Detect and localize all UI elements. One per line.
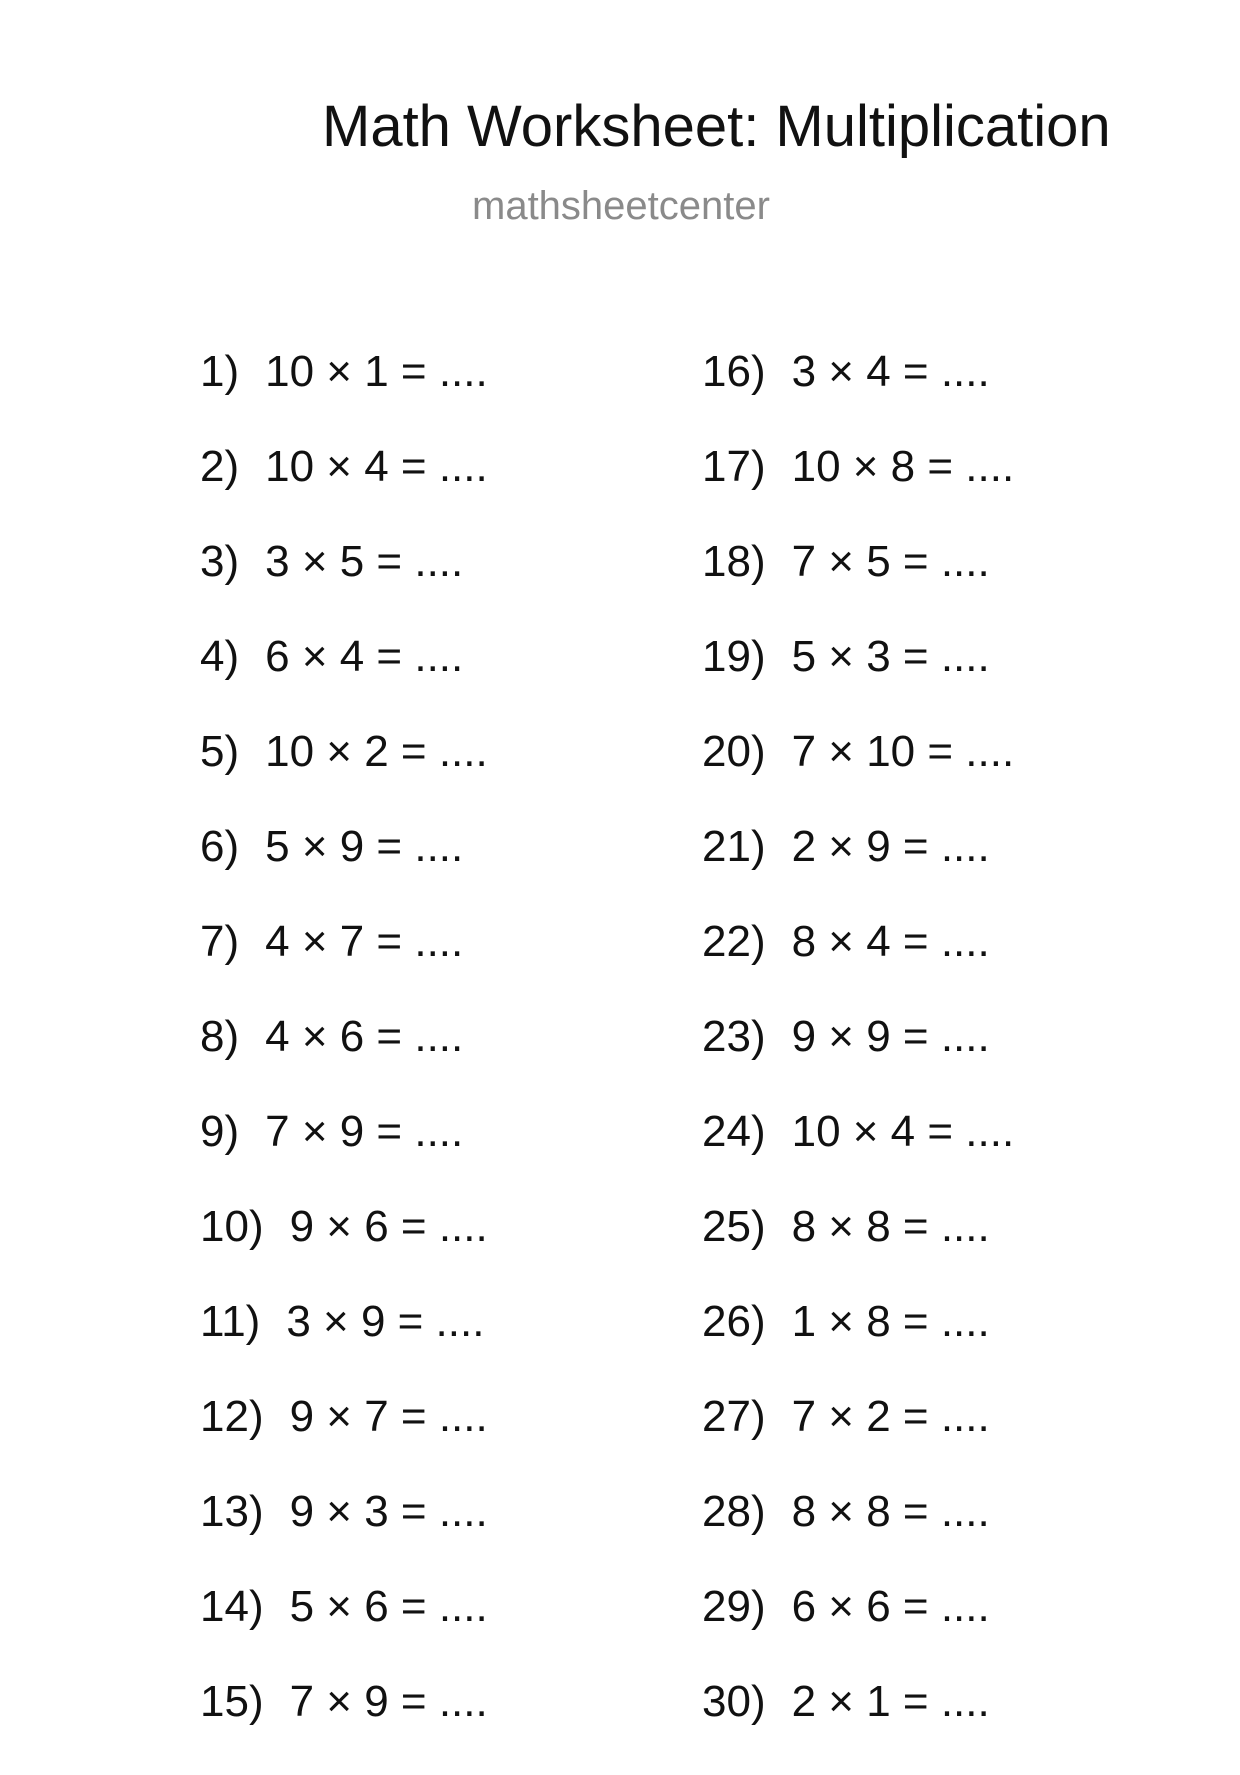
problem-number: 25) (702, 1202, 766, 1251)
problem-number: 8) (200, 1012, 240, 1061)
problem-number: 22) (702, 917, 766, 966)
problem-expression: 9 × 3 = .... (289, 1487, 488, 1536)
problem-expression: 6 × 6 = .... (791, 1582, 990, 1631)
problem-number: 6) (200, 822, 240, 871)
problem-number: 10) (200, 1202, 264, 1251)
problem-item (702, 1392, 1014, 1490)
problem-expression: 8 × 8 = .... (791, 1202, 990, 1251)
problem-expression: 1 × 8 = .... (791, 1297, 990, 1346)
problem-number: 14) (200, 1582, 264, 1631)
problem-expression: 9 × 6 = .... (289, 1202, 488, 1251)
problem-item (702, 442, 1015, 540)
problem-item (200, 1582, 488, 1680)
problem-expression: 9 × 7 = .... (289, 1392, 488, 1441)
problem-expression: 10 × 4 = .... (265, 442, 488, 491)
problem-item (702, 727, 1015, 825)
problem-item (702, 822, 1014, 920)
worksheet-title: Math Worksheet: Multiplication (322, 94, 1111, 159)
problem-item (200, 1297, 488, 1395)
problem-item (702, 1297, 1014, 1395)
problem-number: 5) (200, 727, 240, 776)
problem-column-right (702, 347, 1015, 1775)
problem-number: 24) (702, 1107, 766, 1156)
problem-item (200, 1012, 488, 1110)
problem-item (200, 442, 488, 540)
problem-item (702, 1487, 1014, 1585)
problem-expression: 2 × 9 = .... (791, 822, 990, 871)
problem-expression: 5 × 3 = .... (791, 632, 990, 681)
problem-item (200, 822, 488, 920)
problem-number: 9) (200, 1107, 240, 1156)
problem-expression: 4 × 6 = .... (265, 1012, 464, 1061)
problem-item (702, 917, 1014, 1015)
problem-number: 19) (702, 632, 766, 681)
problem-number: 16) (702, 347, 766, 396)
problem-expression: 2 × 1 = .... (791, 1677, 990, 1726)
problem-expression: 9 × 9 = .... (791, 1012, 990, 1061)
problem-number: 13) (200, 1487, 264, 1536)
problem-item (702, 1582, 1014, 1680)
problem-expression: 8 × 4 = .... (791, 917, 990, 966)
problem-number: 3) (200, 537, 240, 586)
problem-expression: 7 × 9 = .... (289, 1677, 488, 1726)
problem-item (702, 1202, 1014, 1300)
problem-column-left (200, 347, 488, 1775)
problem-number: 17) (702, 442, 766, 491)
problem-number: 21) (702, 822, 766, 871)
problem-expression: 3 × 5 = .... (265, 537, 464, 586)
problem-expression: 7 × 2 = .... (791, 1392, 990, 1441)
problem-expression: 8 × 8 = .... (791, 1487, 990, 1536)
problem-item (200, 1392, 488, 1490)
problem-number: 20) (702, 727, 766, 776)
problem-expression: 7 × 9 = .... (265, 1107, 464, 1156)
problem-expression: 10 × 2 = .... (265, 727, 488, 776)
problem-item (702, 1012, 1014, 1110)
problem-number: 15) (200, 1677, 264, 1726)
problem-expression: 7 × 5 = .... (791, 537, 990, 586)
problem-item (200, 347, 488, 445)
problem-expression: 6 × 4 = .... (265, 632, 464, 681)
problem-expression: 10 × 8 = .... (791, 442, 1015, 491)
problem-item (200, 632, 488, 730)
problem-number: 2) (200, 442, 240, 491)
problem-number: 7) (200, 917, 240, 966)
problem-item (200, 1202, 488, 1300)
problem-expression: 10 × 1 = .... (265, 347, 488, 396)
problem-number: 18) (702, 537, 766, 586)
problem-item (200, 1677, 488, 1775)
problem-expression: 3 × 9 = .... (286, 1297, 485, 1346)
problem-item (702, 632, 1014, 730)
problem-number: 12) (200, 1392, 264, 1441)
problem-item (702, 537, 1014, 635)
problem-number: 29) (702, 1582, 766, 1631)
problem-item (702, 1677, 1014, 1775)
problem-item (200, 1107, 488, 1205)
problem-expression: 5 × 9 = .... (265, 822, 464, 871)
problem-item (200, 1487, 488, 1585)
problem-item (200, 727, 488, 825)
problem-number: 28) (702, 1487, 766, 1536)
problem-item (200, 537, 488, 635)
problem-number: 4) (200, 632, 240, 681)
problem-item (200, 917, 488, 1015)
problem-item (702, 347, 1014, 445)
problem-number: 23) (702, 1012, 766, 1061)
problem-item (702, 1107, 1015, 1205)
problem-expression: 5 × 6 = .... (289, 1582, 488, 1631)
problem-expression: 3 × 4 = .... (791, 347, 990, 396)
problem-expression: 10 × 4 = .... (791, 1107, 1015, 1156)
problem-number: 1) (200, 347, 240, 396)
problem-number: 27) (702, 1392, 766, 1441)
problem-expression: 7 × 10 = .... (791, 727, 1015, 776)
problem-number: 26) (702, 1297, 766, 1346)
problem-expression: 4 × 7 = .... (265, 917, 464, 966)
worksheet-source: mathsheetcenter (472, 184, 770, 228)
problem-number: 11) (200, 1297, 261, 1346)
problem-number: 30) (702, 1677, 766, 1726)
